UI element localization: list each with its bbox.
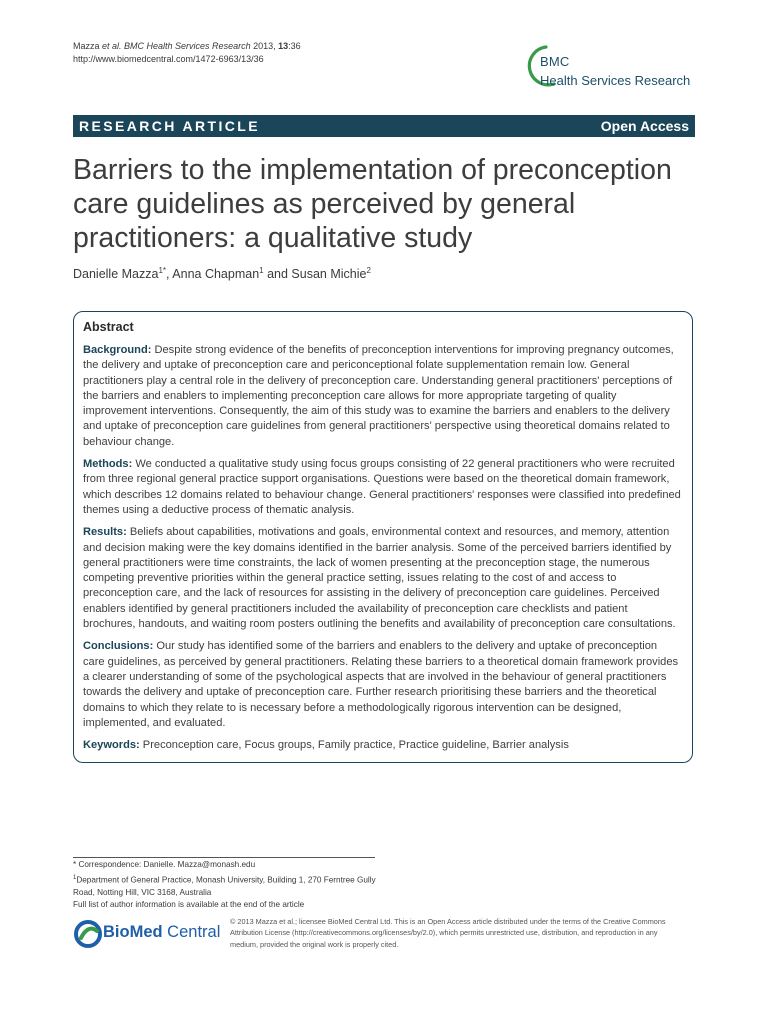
citation-journal: . BMC Health Services Research [119,41,251,51]
citation-pages: :36 [288,41,301,51]
bmc-journal-name: Health Services Research [540,73,691,88]
biomed-med: Med [129,923,163,941]
biomed-central-logo [73,918,223,950]
author-affiliation-sup: 1 [259,266,264,275]
author-affiliation-sup: 2 [366,266,371,275]
author-name[interactable]: , Anna Chapman [166,267,260,282]
abstract-conclusions [83,639,681,731]
abstract-methods [83,457,681,518]
abstract-heading: Abstract [83,320,134,334]
article-title: Barriers to the implementation of preconception care guidelines as perceived by general practitioners: a qualitative study [73,154,672,254]
biomed-central-word: Central [162,923,221,941]
methods-text: We conducted a qualitative study using focus groups consisting of 22 general practitioners who were recruited from three regional general practice support organisations. Questions were based on the theoretical domain framework, which describes 12 domains related to behaviour change. General practitioners' responses were classified into predefined themes using a deductive process of thematic analysis. [83,458,681,516]
conclusions-label: Conclusions: [83,640,154,653]
results-label: Results: [83,526,127,539]
author-list [73,266,371,281]
research-article-label: RESEARCH ARTICLE [79,118,260,134]
citation-line [73,40,301,53]
biomed-bio: Bio [103,923,130,941]
background-text: Despite strong evidence of the benefits of preconception interventions for improving pregnancy outcomes, the delivery and uptake of preconception care and periconceptional folate supplementation remain low. General practitioners play a central role in the delivery of preconception care. Understanding general practitioners' perceptions of the barriers and enablers to implementing preconception care allows for more appropriate targeting of quality improvement interventions. Consequently, the aim of this study was to examine the barriers and enablers to the delivery and uptake of preconception care guidelines from general practitioners' perspective using theoretical domains related to behaviour change. [83,344,674,448]
citation-url[interactable]: http://www.biomedcentral.com/1472-6963/13/36 [73,54,264,64]
keywords-label: Keywords: [83,739,140,752]
conclusions-text: Our study has identified some of the barriers and enablers to the delivery and uptake of preconception care guidelines, as perceived by general practitioners. Relating these barriers to a theoretical domain framework provides a clearer understanding of some of the psychological aspects that are involved in the behaviour of general practitioners towards the delivery and uptake of preconception care. Further research prioritising these barriers and the theoretical domains to which they relate to is necessary before a methodologically rigorous intervention can be designed, implemented, and evaluated. [83,640,679,729]
citation-authors: Mazza [73,41,103,51]
correspondence-note[interactable]: * Correspondence: Danielle. Mazza@monash.edu [73,860,256,869]
footnotes [73,859,383,912]
author-info-note: Full list of author information is available at the end of the article [73,900,305,910]
citation-volume: 13 [278,41,289,51]
abstract-box [73,311,693,763]
open-access-label: Open Access [600,118,689,134]
keywords-text: Preconception care, Focus groups, Family practice, Practice guideline, Barrier analysis [139,739,569,752]
affiliation-text: Department of General Practice, Monash University, Building 1, 270 Ferntree Gully Road, Notting Hill, VIC 3168, Australia [73,875,376,897]
citation-et-al: et al [102,41,120,51]
author-name[interactable]: and Susan Michie [263,267,367,282]
bmc-word: BMC [540,54,570,69]
citation-year: 2013, [250,41,279,51]
affiliation-sup: 1 [73,874,77,881]
results-text: Beliefs about capabilities, motivations and goals, environmental context and resources, and memory, attention and decision making were the key domains identified in the barrier analysis. Some of the perceived barriers identified by general practitioners were time constraints, the lack of women presenting at the preconception stage, the numerous competing preventive priorities within the general practice setting, issues relating to the cost of and access to preconception care, and the lack of resources for assisting in the delivery of preconception care guidelines. Perceived enablers identified by general practitioners included the availability of preconception care checklists and patient brochures, handouts, and waiting room posters outlining the benefits and availability of preconception care consultations. [83,526,676,631]
abstract-results [83,525,681,632]
citation [73,40,301,66]
affiliation-note [73,872,383,900]
abstract-keywords [83,738,681,753]
author-affiliation-sup: 1* [158,266,167,275]
bmc-journal-logo [524,44,704,94]
background-label: Background: [83,344,152,356]
author-name[interactable]: Danielle Mazza [73,267,159,282]
methods-label: Methods: [83,458,133,471]
biomed-wordmark [103,923,220,942]
biomed-swirl-icon [73,919,103,949]
footnote-divider [73,857,375,858]
abstract-background [83,343,681,450]
license-statement: © 2013 Mazza et al.; licensee BioMed Central Ltd. This is an Open Access article distributed under the terms of the Creative Commons Attribution License (http://creativecommons.org/licenses/by/2.0), which permits unrestricted use, distribution, and reproduction in any medium, provided the original work is properly cited. [230,917,666,949]
article-type-bar [73,115,695,137]
